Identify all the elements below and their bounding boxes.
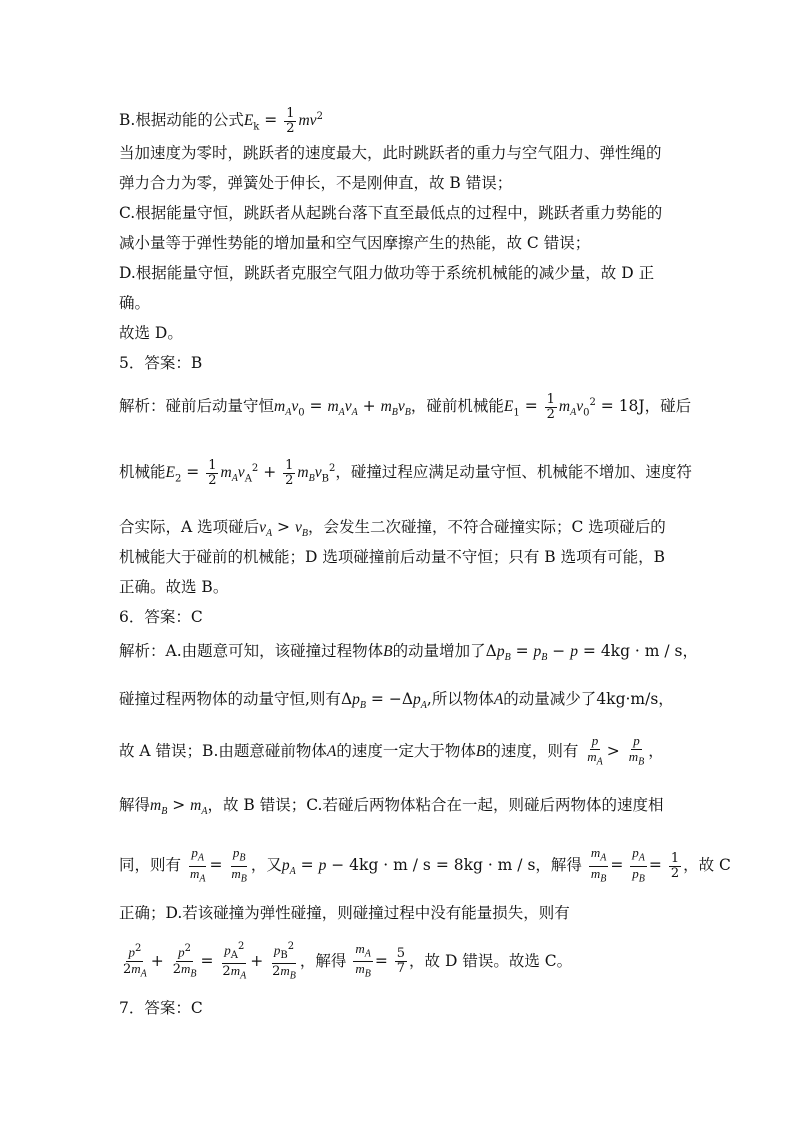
answer-5: 5．答案：B (119, 354, 203, 372)
line-text: 合实际，A 选项碰后$v_A > v_B$，会发生二次碰撞，不符合碰撞实际；C 选项碰后的 (119, 518, 666, 540)
fraction-pb2-over-2mb: $\frac{p_B^2}{2m_B}$ (272, 941, 296, 982)
fraction-p-over-ma: $\frac{p}{m_A}$ (587, 733, 603, 768)
fraction-pa-over-ma: $\frac{p_A}{m_A}$ (189, 845, 206, 885)
line-text: 正确。故选 B。 (119, 578, 229, 596)
line-text: $\frac{p^2}{2m_A}$ + $\frac{p^2}{2m_B}$ = $\frac{p_A^2}{2m_A}$ + $\frac{p_B^2}{2m_B}$ ，解得 $\frac{m_A}{m_B}$ = $\frac{5}{7}$ ，故 D 错误。故选 C。 (123, 940, 573, 982)
fraction-five-sevenths: $\frac{5}{7}$ (396, 946, 406, 977)
fraction-one-half: $\frac{1}{2}$ (286, 105, 295, 136)
line-text: 减小量等于弹性势能的增加量和空气因摩擦产生的热能，故 C 错误； (119, 234, 591, 252)
fraction-pb-over-mb: $\frac{p_B}{m_B}$ (231, 845, 247, 885)
fraction-pa2-over-2ma: $\frac{p_A^2}{2m_A}$ (222, 941, 247, 982)
line-analysis-5: 解析：碰前后动量守恒$m_Av_0 = m_Av_A + m_Bv_B$，碰前机械能$E_1$ = $\frac{1}{2}$ $m_Av_0^2 = 18J$，碰后 (119, 391, 692, 422)
line-text: 同，则有 $\frac{p_A}{m_A}$ = $\frac{p_B}{m_B}$ ，又$p_A = p - 4kg \cdot m / s = 8kg \cdot m / s$，解得 $\frac{m_A}{m_B}$ = $\frac{p_A}{p_B}$ = $\frac{1}{2}$ ，故 C (119, 845, 731, 885)
line-analysis-6: 解析：A.由题意可知，该碰撞过程物体B的动量增加了$\Delta p_B = p_B - p = 4kg \cdot m / s$， (119, 642, 699, 664)
answer-6: 6．答案：C (119, 608, 203, 626)
answer-7: 7．答案：C (119, 999, 203, 1017)
line-conclusion: 故选 D。 (119, 324, 183, 342)
fraction-one-half: $\frac{1}{2}$ (546, 391, 555, 422)
line-text: 弹力合力为零，弹簧处于伸长，不是刚伸直，故 B 错误； (119, 174, 513, 192)
line-option-b: B.根据动能的公式$E_k$ = $\frac{1}{2}$ $mv^2$ (119, 105, 323, 136)
fraction-one-half: $\frac{1}{2}$ (285, 457, 294, 488)
line-text: 确。 (119, 294, 151, 312)
line-text: 正确；D.若该碰撞为弹性碰撞，则碰撞过程中没有能量损失，则有 (119, 904, 570, 922)
line-text: 机械能$E_2$ = $\frac{1}{2}$ $m_Av_A^2$ + $\frac{1}{2}$ $m_Bv_B^2$，碰撞过程应满足动量守恒、机械能不增加、速度符 (119, 457, 692, 488)
fraction-ma-over-mb: $\frac{m_A}{m_B}$ (355, 940, 371, 980)
line-text: 机械能大于碰前的机械能；D 选项碰撞前后动量不守恒；只有 B 选项有可能，B (119, 548, 665, 566)
line-option-d: D.根据能量守恒，跳跃者克服空气阻力做功等于系统机械能的减少量，故 D 正 (119, 264, 655, 282)
text: B.根据动能的公式 (119, 111, 244, 130)
line-option-c: C.根据能量守恒，跳跃者从起跳台落下直至最低点的过程中，跳跃者重力势能的 (119, 204, 663, 222)
fraction-ma-over-mb: $\frac{m_A}{m_B}$ (590, 845, 607, 885)
fraction-p2-over-2mb: $\frac{p^2}{2m_B}$ (172, 943, 197, 980)
line-text: 碰撞过程两物体的动量守恒,则有$\Delta p_B = -\Delta p_A$,所以物体A的动量减少了4kg·m/s， (119, 690, 674, 712)
fraction-one-half: $\frac{1}{2}$ (208, 457, 217, 488)
fraction-p2-over-2ma: $\frac{p^2}{2m_A}$ (123, 943, 147, 980)
fraction-p-over-mb: $\frac{p}{m_B}$ (628, 733, 645, 768)
line-text: 故 A 错误；B.由题意碰前物体A的速度一定大于物体B的速度，则有 $\frac{p}{m_A}$ > $\frac{p}{m_B}$ ， (119, 733, 664, 768)
fraction-one-half: $\frac{1}{2}$ (670, 850, 680, 881)
line-text: 当加速度为零时，跳跃者的速度最大，此时跳跃者的重力与空气阻力、弹性绳的 (119, 144, 662, 162)
line-text: 解得$m_B > m_A$，故 B 错误；C.若碰后两物体粘合在一起，则碰后两物体的速度相 (119, 796, 664, 818)
fraction-pa-over-pb: $\frac{p_A}{p_B}$ (632, 845, 645, 885)
